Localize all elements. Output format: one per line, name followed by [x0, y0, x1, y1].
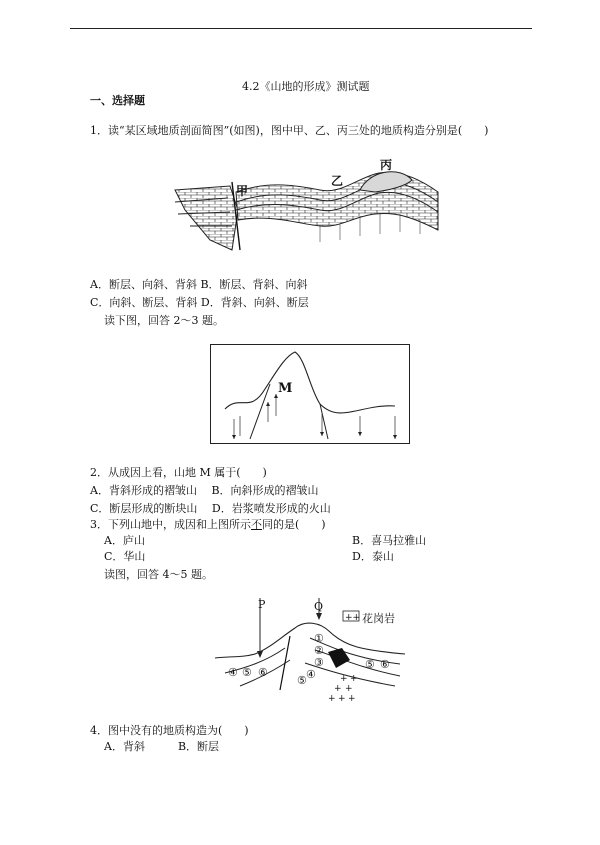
q4-granite-plus: + — [334, 684, 342, 694]
intro-q2-q3: 读下图，回答 2～3 题。 — [104, 314, 224, 327]
q4-granite-plus: + — [328, 694, 336, 704]
q2-mountain-label: M — [278, 381, 293, 396]
q4-legend-symbol: ++ — [345, 613, 361, 623]
q4-granite-plus: + — [338, 694, 346, 704]
q4-granite-plus: + — [348, 694, 356, 704]
q1-geologic-section-figure — [170, 150, 455, 255]
q3-stem-emphasis: 不 — [251, 518, 262, 531]
q4-granite-plus: + — [350, 674, 358, 684]
q4-layer-5-right: ⑤ — [365, 658, 375, 671]
q4-layer-5-center: ⑤ — [297, 674, 307, 687]
section-heading: 一、选择题 — [90, 94, 145, 107]
q3-stem — [90, 518, 326, 532]
q1-label-jia: 甲 — [236, 184, 249, 198]
q1-options-line1: A．断层、向斜、背斜 B．断层、背斜、向斜 — [90, 278, 308, 291]
q4-legend-text: 花岗岩 — [362, 612, 395, 625]
q1-label-bing: 丙 — [380, 158, 393, 172]
q4-layer-6-left: ⑥ — [258, 666, 268, 679]
q3-option-b: B．喜马拉雅山 — [352, 534, 427, 547]
q2-stem: 2．从成因上看，山地 M 属于( ) — [90, 466, 267, 479]
q3-option-a: A．庐山 — [104, 534, 145, 547]
q4-layer-6-right: ⑥ — [380, 658, 390, 671]
q1-label-yi: 乙 — [331, 174, 344, 188]
q4-layer-4-center: ④ — [306, 668, 316, 681]
q3-option-c: C．华山 — [104, 550, 146, 563]
q3-option-d: D．泰山 — [352, 550, 394, 563]
q4-label-q: Q — [314, 600, 324, 613]
q4-label-p: P — [258, 598, 266, 611]
q4-options-line1: A．背斜 B．断层 — [104, 740, 220, 753]
q4-granite-plus: + — [345, 684, 353, 694]
q4-layer-3: ③ — [314, 656, 324, 669]
q4-stem: 4．图中没有的地质构造为( ) — [90, 724, 249, 737]
intro-q4-q5: 读图，回答 4～5 题。 — [104, 568, 213, 581]
q2-mountain-figure — [210, 344, 410, 444]
q1-stem: 1．读“某区域地质剖面简图”(如图)，图中甲、乙、丙三处的地质构造分别是( ) — [90, 124, 489, 137]
q2-options-line1: A．背斜形成的褶皱山 B．向斜形成的褶皱山 — [90, 484, 319, 497]
q3-stem-part-c: 同的是( ) — [262, 518, 326, 531]
q4-layer-4-left: ④ — [228, 666, 238, 679]
top-rule — [70, 28, 532, 29]
q3-stem-part-a: 3．下列山地中，成因和上图所示 — [90, 518, 251, 531]
q4-layer-2: ② — [314, 644, 324, 657]
q1-options-line2: C．向斜、断层、背斜 D．背斜、向斜、断层 — [90, 296, 309, 309]
q4-granite-plus: + — [340, 674, 348, 684]
q4-layer-5-left: ⑤ — [242, 666, 252, 679]
q2-options-line2: C．断层形成的断块山 D．岩浆喷发形成的火山 — [90, 502, 331, 515]
q4-layer-1: ① — [314, 632, 324, 645]
page-title: 4.2《山地的形成》测试题 — [242, 80, 370, 93]
